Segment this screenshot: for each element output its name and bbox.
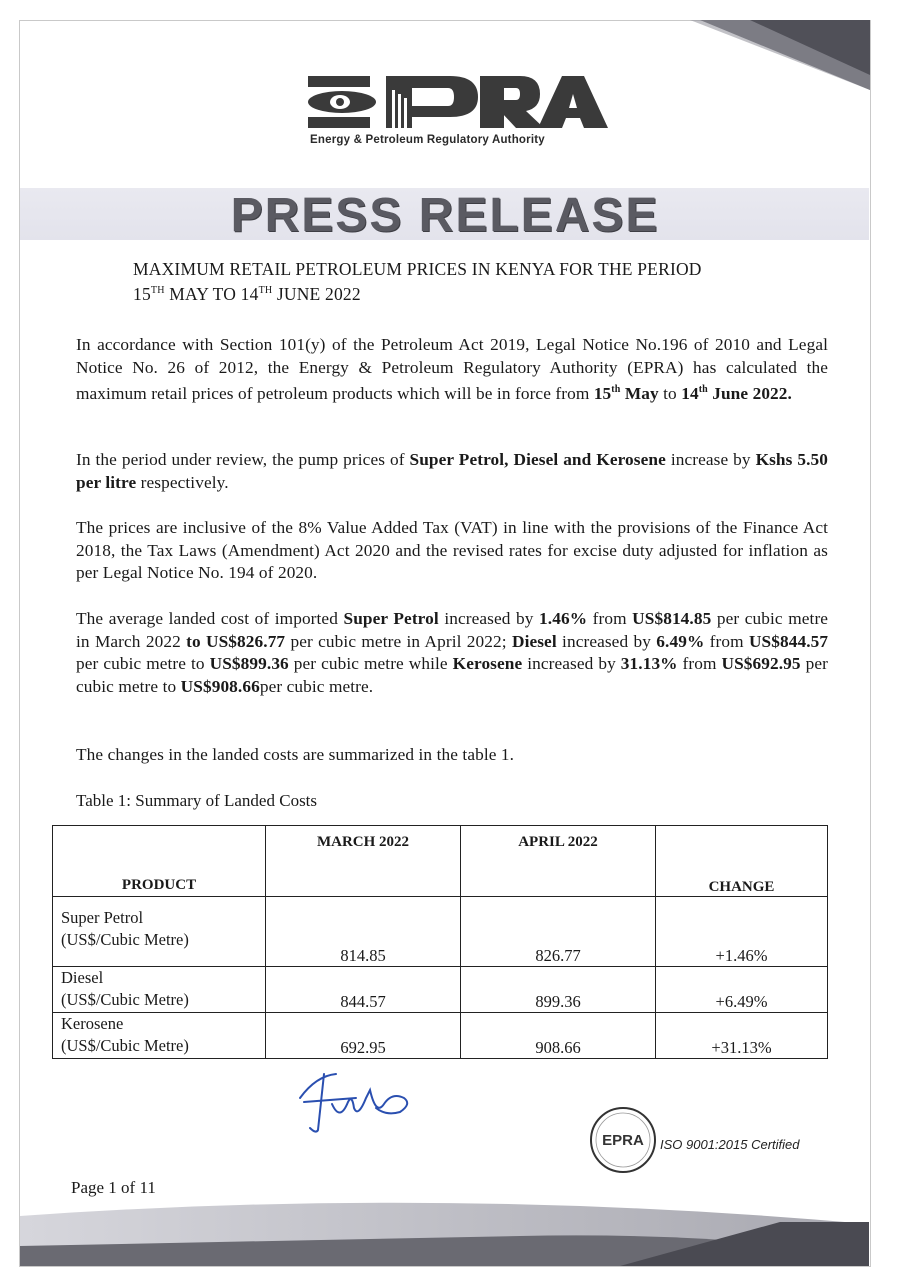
heading-end-rest: JUNE 2022 — [276, 283, 361, 304]
product-name: Diesel — [61, 968, 104, 987]
paragraph-price-change — [76, 449, 828, 494]
cell-march: 844.57 — [266, 967, 461, 1013]
cell-march: 692.95 — [266, 1013, 461, 1059]
cell-change: +31.13% — [656, 1013, 828, 1059]
product-unit: (US$/Cubic Metre) — [61, 930, 189, 949]
cell-april: 908.66 — [461, 1013, 656, 1059]
product-unit: (US$/Cubic Metre) — [61, 1036, 189, 1055]
p1-joiner: to — [663, 383, 677, 403]
p2-mid: increase by — [670, 450, 751, 469]
paragraph-vat: The prices are inclusive of the 8% Value Added Tax (VAT) in line with the provisions of the Finance Act 2018, the Tax Laws (Amendment) Act 2020 and the revised rates for excise duty adjusted for inflation as per Legal Notice No. 194 of 2020. — [76, 518, 828, 582]
p1-start-date: 15th May — [593, 383, 659, 403]
header-march: MARCH 2022 — [266, 826, 461, 897]
p2-amount: Kshs 5.50 per litre — [76, 450, 829, 492]
p1-text: In accordance with Section 101(y) of the Petroleum Act 2019, Legal Notice No.196 of 2010 and Legal Notice No. 26 of 2012, the Energy & Petroleum Regulatory Authority (EPRA) has calculated the maximum retail prices of petroleum products which will be in force from — [76, 335, 828, 403]
heading-line-2 — [133, 280, 813, 305]
table-row — [53, 1013, 828, 1059]
row-product — [53, 1013, 266, 1059]
product-unit: (US$/Cubic Metre) — [61, 990, 189, 1009]
cell-change: +1.46% — [656, 897, 828, 967]
logo-subtitle: Energy & Petroleum Regulatory Authority — [310, 134, 545, 146]
footer-decoration — [20, 1196, 869, 1266]
iso-seal-icon — [588, 1105, 658, 1175]
iso-certification: ISO 9001:2015 Certified — [660, 1137, 800, 1152]
header-change: CHANGE — [656, 826, 828, 897]
cell-april: 899.36 — [461, 967, 656, 1013]
page-title: PRESS RELEASE — [230, 189, 660, 242]
p2-lead: In the period under review, the pump prices of — [76, 450, 405, 469]
header-april: APRIL 2022 — [461, 826, 656, 897]
p2-tail: respectively. — [140, 472, 229, 492]
corner-decoration — [690, 20, 870, 90]
table-caption: Table 1: Summary of Landed Costs — [76, 791, 318, 810]
paragraph-legal-basis — [76, 334, 828, 405]
product-name: Super Petrol — [61, 908, 144, 927]
paragraph-summary-intro: The changes in the landed costs are summarized in the table 1. — [76, 745, 515, 764]
heading-line-1: MAXIMUM RETAIL PETROLEUM PRICES IN KENYA FOR THE PERIOD — [133, 259, 702, 279]
seal-text: EPRA — [602, 1132, 644, 1149]
release-heading — [133, 258, 813, 305]
header-product: PRODUCT — [53, 826, 266, 897]
heading-end-sup: TH — [258, 285, 273, 296]
table-header-row — [53, 826, 828, 897]
cell-april: 826.77 — [461, 897, 656, 967]
row-product — [53, 967, 266, 1013]
heading-end-day: 14 — [240, 283, 259, 304]
heading-start-sup: TH — [150, 285, 165, 296]
signature — [296, 1068, 416, 1138]
landed-costs-table — [52, 825, 828, 1059]
table-row — [53, 897, 828, 967]
paragraph-landed-cost: The average landed cost of imported Super Petrol increased by 1.46% from US$814.85 per cubic metre in March 2022 to US$826.77 per cubic metre in April 2022; Diesel increased by 6.49% from US$844.57 per cubic metre to US$899.36 per cubic metre while Kerosene increased by 31.13% from US$692.95 per cubic metre to US$908.66per cubic metre. — [76, 609, 829, 696]
p1-end-date: 14th June 2022. — [681, 383, 792, 403]
page-number: Page 1 of 11 — [71, 1178, 156, 1197]
product-name: Kerosene — [61, 1014, 124, 1033]
row-product — [53, 897, 266, 967]
cell-change: +6.49% — [656, 967, 828, 1013]
cell-march: 814.85 — [266, 897, 461, 967]
p2-products: Super Petrol, Diesel and Kerosene — [409, 450, 666, 469]
heading-start-month: MAY TO — [169, 283, 237, 304]
table-row — [53, 967, 828, 1013]
epra-logo-mark — [300, 70, 610, 132]
heading-start-day: 15 — [133, 283, 151, 304]
